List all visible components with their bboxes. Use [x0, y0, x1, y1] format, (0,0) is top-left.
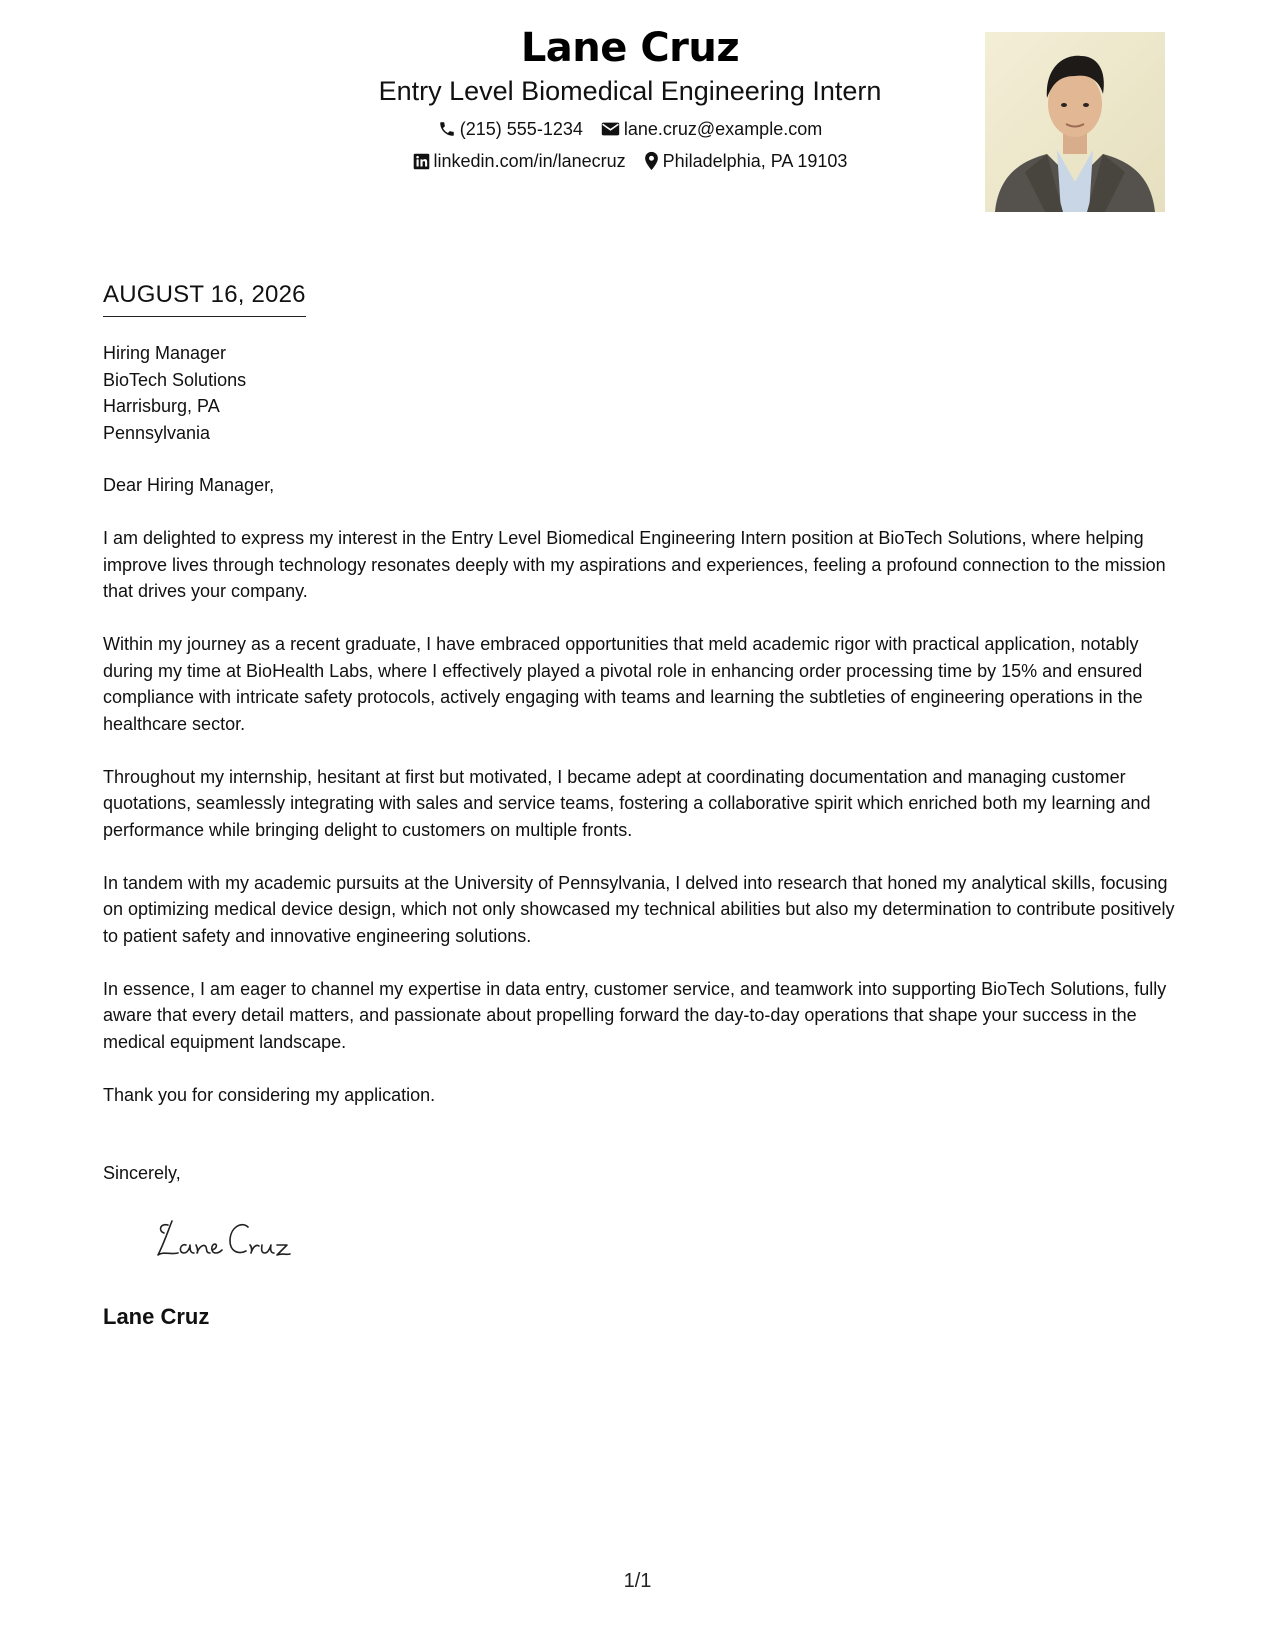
location-contact [644, 150, 848, 172]
phone-contact [438, 118, 583, 140]
envelope-icon [601, 121, 620, 137]
phone-text: (215) 555-1234 [459, 119, 583, 139]
email-contact[interactable] [601, 118, 822, 140]
signer-name: Lane Cruz [103, 1304, 210, 1329]
phone-icon [438, 120, 456, 138]
letter-body [103, 472, 1183, 1135]
linkedin-icon [413, 153, 430, 170]
recipient-line: Pennsylvania [103, 422, 211, 443]
job-title: Entry Level Biomedical Engineering Intern [378, 76, 882, 106]
profile-photo [985, 32, 1165, 212]
body-paragraph: In essence, I am eager to channel my expertise in data entry, customer service, and teamwork into supporting BioTech Solutions, fully aware that every detail matters, and passionate about propelling forward the day-to-day operations that shape your success in the medical equipment landscape. [103, 978, 1167, 1052]
body-paragraph: Thank you for considering my application. [103, 1084, 436, 1105]
location-text: Philadelphia, PA 19103 [662, 151, 848, 171]
closing: Sincerely, [103, 1163, 181, 1183]
letter-date: AUGUST 16, 2026 [103, 280, 306, 317]
recipient-line: Harrisburg, PA [103, 396, 220, 416]
body-paragraph: Within my journey as a recent graduate, I have embraced opportunities that meld academic rigor with practical application, notably during my time at BioHealth Labs, where I effectively played a pivotal role in enhancing order processing time by 15% and ensured compliance with intricate safety protocols, actively engaging with teams and learning the subtleties of engineering operations in the healthcare sector. [103, 634, 1143, 734]
body-paragraph: In tandem with my academic pursuits at the University of Pennsylvania, I delved into research that honed my analytical skills, focusing on optimizing medical device design, which not only showcased my technical abilities but also my determination to contribute positively to patient safety and innovative engineering solutions. [103, 872, 1175, 946]
handwritten-signature [150, 1215, 320, 1270]
salutation: Dear Hiring Manager, [103, 475, 275, 495]
linkedin-text[interactable]: linkedin.com/in/lanecruz [433, 151, 626, 171]
body-paragraph: I am delighted to express my interest in the Entry Level Biomedical Engineering Intern position at BioTech Solutions, where helping improve lives through technology resonates deeply with my aspirations and experiences, feeling a profound connection to the mission that drives your company. [103, 528, 1166, 601]
recipient-line: Hiring Manager [103, 343, 227, 363]
recipient-block [103, 340, 246, 446]
page-number: 1/1 [623, 1570, 652, 1592]
recipient-line: BioTech Solutions [103, 369, 247, 390]
linkedin-contact[interactable] [413, 150, 626, 172]
body-paragraph: Throughout my internship, hesitant at first but motivated, I became adept at coordinating documentation and managing customer quotations, seamlessly integrating with sales and service teams, fostering a collaborative spirit which enriched both my learning and performance while bringing delight to customers on multiple fronts. [103, 766, 1151, 840]
candidate-name: Lane Cruz [520, 25, 740, 71]
email-text[interactable]: lane.cruz@example.com [623, 119, 823, 139]
map-pin-icon [644, 151, 659, 171]
